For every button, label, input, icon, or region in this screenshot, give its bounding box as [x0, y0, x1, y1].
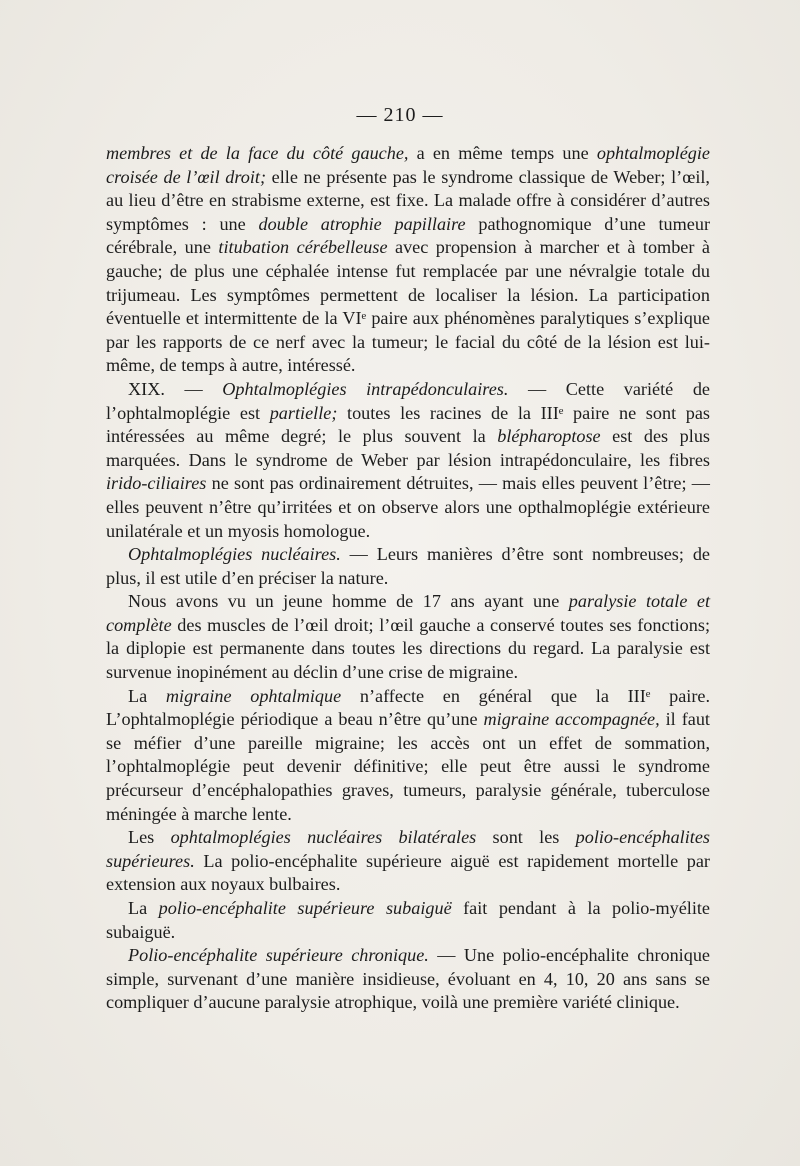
text-run: est des plus marquées. Dans le syndrome de Weber par lésion intrapédonculaire, les fibres: [106, 426, 710, 470]
text-run: il faut se méfier d’une pareille migraine; les accès ont un effet de sommation, l’ophtalmoplégie peut devenir définitive; elle peut être aussi le syndrome précurseur d’encéphalopathies graves, tumeurs, paralysie générale, tuberculose méningée à marche lente.: [106, 709, 710, 824]
italic-run: blépharoptose: [497, 426, 601, 447]
text-run: XIX. —: [128, 378, 223, 399]
text-run: La: [128, 685, 166, 706]
text-run: — Une polio-encéphalite chronique simple, survenant d’une manière insidieuse, évoluant en 4, 10, 20 ans sans se compliquer d’aucune paralysie atrophique, voilà une première variété clinique.: [106, 945, 710, 1013]
paragraph-p7: [106, 897, 710, 944]
italic-run: double atrophie papillaire: [258, 213, 466, 234]
text-run: a en même temps une: [408, 143, 597, 163]
italic-run: membres et de la face du côté gauche,: [106, 143, 409, 163]
italic-run: ophtalmoplégie croisée de l’œil droit;: [106, 143, 711, 187]
italic-run: titubation cérébelleuse: [218, 237, 388, 258]
paragraph-p6: [106, 826, 710, 897]
text-run: Nous avons vu un jeune homme de 17 ans ayant une: [128, 591, 569, 612]
text-run: sont les: [476, 827, 576, 848]
text-run: n’affecte en général que la IIIᵉ paire. L’ophtalmoplégie périodique a beau n’être qu’une: [106, 685, 711, 730]
italic-run: migraine accompagnée,: [483, 709, 660, 730]
page-number: — 210 —: [356, 104, 444, 126]
text-run: La: [128, 898, 159, 918]
text-run: pathognomique d’une tumeur cérébrale, une: [106, 213, 711, 258]
text-run: — Leurs manières d’être sont nombreuses; de plus, il est utile d’en préciser la nature.: [106, 544, 710, 588]
paragraph-p2: [106, 378, 710, 543]
text-run: fait pendant à la polio-myélite subaiguë.: [106, 898, 710, 942]
text-run: Les: [128, 827, 171, 848]
paragraph-p5: [106, 685, 710, 827]
text-run: La polio-encéphalite supérieure aiguë est rapidement mortelle par extension aux noyaux bulbaires.: [106, 850, 710, 895]
italic-run: polio-encéphalite supérieure subaiguë: [158, 898, 452, 918]
italic-run: Polio-encéphalite supérieure chronique.: [128, 945, 429, 966]
paragraph-p1: [106, 142, 710, 378]
text-run: toutes les racines de la IIIᵉ paire ne sont pas intéressées au même degré; le plus souvent la: [106, 402, 710, 447]
italic-run: paralysie totale et complète: [106, 591, 711, 635]
italic-run: Ophtalmoplégies nucléaires.: [128, 544, 341, 565]
paragraph-p4: [106, 590, 710, 684]
italic-run: migraine ophtalmique: [165, 685, 342, 706]
text-run: ne sont pas ordinairement détruites, — mais elles peuvent l’être; — elles peuvent n’être qu’irritées et on observe alors une opthalmoplégie extérieure unilatérale et un myosis homologue.: [106, 473, 710, 541]
italic-run: Ophtalmoplégies intrapédonculaires.: [222, 378, 509, 399]
paragraph-p3: [106, 543, 710, 590]
italic-run: partielle;: [269, 402, 338, 423]
text-run: elle ne présente pas le syndrome classique de Weber; l’œil, au lieu d’être en strabisme externe, est fixe. La malade offre à considérer d’autres symptômes : une: [106, 166, 710, 234]
text-run: avec propension à marcher et à tomber à gauche; de plus une céphalée intense fut remplacée par une névralgie totale du trijumeau. Les symptômes permettent de localiser la lésion. La participation éventuelle et intermittente de la VIᵉ paire aux phénomènes paralytiques s’explique par les rapports de ce nerf avec la tumeur; le facial du côté de la lésion est lui-même, de temps à autre, intéressé.: [106, 237, 710, 376]
paragraph-p8: [106, 944, 710, 1015]
italic-run: irido-ciliaires: [106, 473, 207, 494]
text-run: des muscles de l’œil droit; l’œil gauche a conservé toutes ses fonctions; la diplopie est permanente dans toutes les directions du regard. La paralysie est survenue inopinément au déclin d’une crise de migraine.: [106, 614, 710, 683]
italic-run: polio-encéphalites supérieures.: [106, 827, 710, 871]
body-text: [106, 142, 710, 1015]
italic-run: ophtalmoplégies nucléaires bilatérales: [170, 827, 477, 848]
text-run: — Cette variété de l’ophtalmoplégie est: [106, 378, 710, 423]
